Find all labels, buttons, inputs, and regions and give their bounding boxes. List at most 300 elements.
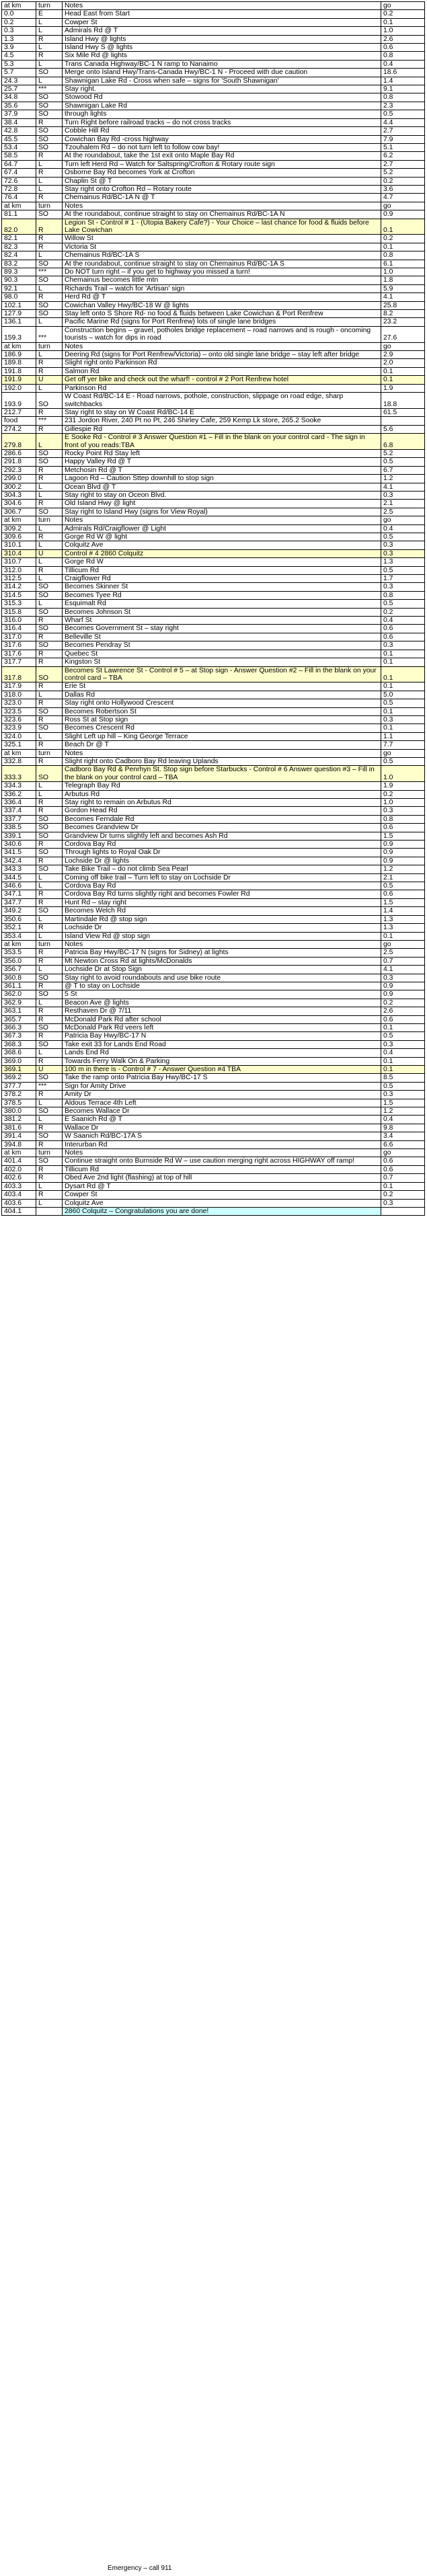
notes-cell: Hunt Rd – stay right: [63, 898, 381, 906]
cue-row: [2, 185, 425, 193]
at-km-cell: at km: [2, 516, 36, 524]
turn-cell: E: [36, 10, 63, 18]
header-row: [2, 1149, 425, 1157]
notes-cell: Slight right onto Cadboro Bay Rd leaving Uplands: [63, 757, 381, 765]
at-km-cell: 38.4: [2, 118, 36, 126]
at-km-cell: 82.1: [2, 235, 36, 243]
cue-row: [2, 890, 425, 898]
turn-cell: R: [36, 152, 63, 160]
at-km-cell: 309.6: [2, 533, 36, 541]
turn-cell: U: [36, 1066, 63, 1074]
notes-cell: E Saanich Rd @ T: [63, 1116, 381, 1124]
go-cell: 1.7: [381, 575, 425, 583]
at-km-cell: 353.4: [2, 932, 36, 940]
at-km-cell: 367.3: [2, 1032, 36, 1040]
cue-row: [2, 85, 425, 93]
notes-cell: Metchosin Rd @ T: [63, 466, 381, 474]
turn-cell: ***: [36, 326, 63, 342]
go-cell: go: [381, 202, 425, 210]
at-km-cell: 35.6: [2, 102, 36, 110]
go-cell: 2.6: [381, 35, 425, 43]
at-km-cell: 339.1: [2, 832, 36, 840]
cue-row: [2, 160, 425, 168]
turn-cell: R: [36, 949, 63, 957]
finish-row: [2, 1207, 425, 1215]
turn-cell: R: [36, 898, 63, 906]
notes-cell: Six Mile Rd @ lights: [63, 52, 381, 60]
cue-row: [2, 301, 425, 309]
go-cell: 18.6: [381, 69, 425, 77]
go-cell: 5.2: [381, 449, 425, 457]
go-cell: 0.2: [381, 608, 425, 616]
go-cell: 0.3: [381, 807, 425, 815]
at-km-cell: 310.7: [2, 558, 36, 566]
at-km-cell: 292.3: [2, 466, 36, 474]
at-km-cell: 337.7: [2, 815, 36, 823]
go-cell: 2.3: [381, 102, 425, 110]
go-cell: 0.6: [381, 1015, 425, 1023]
notes-cell: Pacific Marine Rd (signs for Port Renfrew) lots of single lane bridges: [63, 318, 381, 326]
at-km-cell: 45.5: [2, 135, 36, 143]
notes-cell: @ T to stay on Lochside: [63, 982, 381, 990]
notes-cell: Stay right to remain on Arbutus Rd: [63, 799, 381, 807]
go-cell: 1.1: [381, 732, 425, 740]
cue-row: [2, 957, 425, 965]
go-cell: 5.9: [381, 284, 425, 292]
at-km-cell: 81.1: [2, 210, 36, 219]
turn-cell: L: [36, 77, 63, 85]
go-cell: 0.8: [381, 591, 425, 599]
notes-cell: Do NOT turn right – if you get to highway you missed a turn!: [63, 268, 381, 276]
cue-row: [2, 990, 425, 999]
cue-row: [2, 177, 425, 185]
go-cell: 18.8: [381, 393, 425, 409]
turn-cell: L: [36, 790, 63, 798]
turn-cell: ***: [36, 268, 63, 276]
turn-cell: R: [36, 924, 63, 932]
notes-cell: Notes: [63, 342, 381, 350]
notes-cell: Esquimalt Rd: [63, 600, 381, 608]
notes-cell: Cowper St: [63, 1191, 381, 1199]
go-cell: 0.1: [381, 1066, 425, 1074]
turn-cell: R: [36, 807, 63, 815]
turn-cell: SO: [36, 69, 63, 77]
notes-cell: Stay right onto Hollywood Crescent: [63, 699, 381, 707]
turn-cell: SO: [36, 724, 63, 732]
go-cell: go: [381, 749, 425, 757]
cue-row: [2, 483, 425, 491]
at-km-cell: 5.7: [2, 69, 36, 77]
turn-cell: R: [36, 235, 63, 243]
at-km-cell: 403.3: [2, 1182, 36, 1190]
notes-cell: Gordon Head Rd: [63, 807, 381, 815]
go-cell: 5.0: [381, 691, 425, 699]
control-row: [2, 376, 425, 384]
cue-row: [2, 449, 425, 457]
cue-row: [2, 633, 425, 641]
notes-cell: Deering Rd (signs for Port Renfrew/Victoria) – onto old single lane bridge – stay left after bridge: [63, 351, 381, 359]
go-cell: 1.2: [381, 475, 425, 483]
turn-cell: R: [36, 475, 63, 483]
notes-cell: Control # 4 2860 Colquitz: [63, 549, 381, 557]
go-cell: 0.3: [381, 1040, 425, 1048]
turn-cell: R: [36, 957, 63, 965]
at-km-cell: 402.0: [2, 1165, 36, 1173]
turn-cell: L: [36, 966, 63, 974]
cue-row: [2, 524, 425, 533]
at-km-cell: 274.2: [2, 425, 36, 433]
at-km-cell: 323.6: [2, 715, 36, 724]
cue-row: [2, 882, 425, 890]
notes-cell: Salmon Rd: [63, 367, 381, 375]
go-cell: 2.6: [381, 1007, 425, 1015]
notes-cell: Gorge Rd W @ light: [63, 533, 381, 541]
at-km-cell: 361.1: [2, 982, 36, 990]
cue-row: [2, 367, 425, 375]
go-cell: 0.6: [381, 44, 425, 52]
go-cell: 6.2: [381, 152, 425, 160]
turn-cell: SO: [36, 93, 63, 102]
at-km-cell: 324.0: [2, 732, 36, 740]
cue-row: [2, 500, 425, 508]
at-km-cell: 82.3: [2, 243, 36, 251]
go-cell: 2.7: [381, 160, 425, 168]
cue-row: [2, 617, 425, 625]
go-cell: 0.2: [381, 10, 425, 18]
turn-cell: L: [36, 284, 63, 292]
cue-row: [2, 27, 425, 35]
go-cell: 2.1: [381, 873, 425, 882]
at-km-cell: 368.3: [2, 1040, 36, 1048]
notes-cell: Becomes Government St – stay right: [63, 625, 381, 633]
notes-cell: Aldous Terrace 4th Left: [63, 1099, 381, 1107]
go-cell: 1.0: [381, 27, 425, 35]
at-km-cell: 342.4: [2, 857, 36, 865]
turn-cell: SO: [36, 583, 63, 591]
turn-cell: L: [36, 434, 63, 450]
at-km-cell: at km: [2, 749, 36, 757]
at-km-cell: 404.1: [2, 1207, 36, 1215]
notes-cell: Sign for Amity Drive: [63, 1082, 381, 1090]
cue-row: [2, 1015, 425, 1023]
at-km-cell: at km: [2, 940, 36, 948]
at-km-cell: 76.4: [2, 194, 36, 202]
at-km-cell: 0.0: [2, 10, 36, 18]
go-cell: 0.3: [381, 583, 425, 591]
notes-cell: Chemainus Rd/BC-1A N @ T: [63, 194, 381, 202]
turn-cell: SO: [36, 1157, 63, 1165]
go-cell: 0.1: [381, 219, 425, 235]
at-km-cell: 336.4: [2, 799, 36, 807]
notes-cell: Arbutus Rd: [63, 790, 381, 798]
cue-row: [2, 824, 425, 832]
cue-row: [2, 658, 425, 666]
notes-cell: Cowichan Valley Hwy/BC-18 W @ lights: [63, 301, 381, 309]
at-km-cell: 340.6: [2, 841, 36, 849]
turn-cell: SO: [36, 849, 63, 857]
cue-row: [2, 650, 425, 658]
go-cell: 0.5: [381, 458, 425, 466]
cue-row: [2, 600, 425, 608]
turn-cell: R: [36, 243, 63, 251]
notes-cell: Interurban Rd: [63, 1140, 381, 1148]
at-km-cell: 37.9: [2, 110, 36, 118]
turn-cell: SO: [36, 666, 63, 682]
notes-cell: Merge onto Island Hwy/Trans-Canada Hwy/BC-1 N - Proceed with due caution: [63, 69, 381, 77]
notes-cell: W Coast Rd/BC-14 E - Road narrows, pothole, construction, slippage on road edge, sharp switchbacks: [63, 393, 381, 409]
turn-cell: R: [36, 658, 63, 666]
go-cell: 0.1: [381, 1057, 425, 1065]
go-cell: 0.9: [381, 849, 425, 857]
notes-cell: 2860 Colquitz – Congratulations you are done!: [63, 1207, 381, 1215]
cue-row: [2, 475, 425, 483]
turn-cell: R: [36, 715, 63, 724]
turn-cell: R: [36, 566, 63, 574]
turn-cell: L: [36, 524, 63, 533]
notes-cell: Obed Ave 2nd light (flashing) at top of hill: [63, 1174, 381, 1182]
turn-cell: turn: [36, 342, 63, 350]
cue-row: [2, 1032, 425, 1040]
cue-row: [2, 974, 425, 982]
notes-cell: Trans Canada Highway/BC-1 N ramp to Nanaimo: [63, 60, 381, 68]
notes-cell: Cowichan Bay Rd -cross highway: [63, 135, 381, 143]
go-cell: 0.1: [381, 666, 425, 682]
turn-cell: SO: [36, 707, 63, 715]
notes-cell: Rocky Point Rd Stay left: [63, 449, 381, 457]
notes-cell: 231 Jordon River, 240 Pt no Pt, 246 Shirley Cafe, 259 Kemp Lk store, 265.2 Sooke: [63, 417, 381, 425]
at-km-cell: 0.3: [2, 27, 36, 35]
notes-cell: Towards Ferry Walk On & Parking: [63, 1057, 381, 1065]
go-cell: 1.5: [381, 898, 425, 906]
notes-cell: Admirals Rd @ T: [63, 27, 381, 35]
go-cell: 2.9: [381, 351, 425, 359]
notes-cell: Stowood Rd: [63, 93, 381, 102]
at-km-cell: 347.1: [2, 890, 36, 898]
notes-cell: Shawnigan Lake Rd: [63, 102, 381, 110]
go-cell: 5.6: [381, 425, 425, 433]
at-km-cell: 344.5: [2, 873, 36, 882]
cue-row: [2, 359, 425, 367]
notes-cell: Notes: [63, 516, 381, 524]
turn-cell: R: [36, 841, 63, 849]
header-row: [2, 342, 425, 350]
go-cell: 1.3: [381, 915, 425, 923]
turn-cell: L: [36, 185, 63, 193]
go-cell: 8.2: [381, 310, 425, 318]
go-cell: 1.5: [381, 832, 425, 840]
turn-cell: R: [36, 633, 63, 641]
turn-cell: L: [36, 18, 63, 26]
go-cell: 7.9: [381, 135, 425, 143]
notes-cell: Herd Rd @ T: [63, 293, 381, 301]
go-cell: 6.1: [381, 260, 425, 268]
notes-cell: E Sooke Rd - Control # 3 Answer Question #1 – Fill in the blank on your control card - The sign in front of you reads:TBA: [63, 434, 381, 450]
notes-cell: Amity Dr: [63, 1091, 381, 1099]
turn-cell: R: [36, 1174, 63, 1182]
go-cell: 8.5: [381, 1074, 425, 1082]
turn-cell: SO: [36, 907, 63, 915]
at-km-cell: 310.4: [2, 549, 36, 557]
go-cell: go: [381, 342, 425, 350]
notes-cell: Becomes Robertson St: [63, 707, 381, 715]
notes-cell: Osborne Bay Rd becomes York at Crofton: [63, 169, 381, 177]
go-cell: 0.3: [381, 491, 425, 499]
cue-row: [2, 982, 425, 990]
cue-row: [2, 326, 425, 342]
at-km-cell: 381.6: [2, 1124, 36, 1132]
cue-row: [2, 293, 425, 301]
turn-cell: ***: [36, 417, 63, 425]
notes-cell: Construction begins – gravel, potholes bridge replacement – road narrows and is rough - oncoming tourists – watch for dips in road: [63, 326, 381, 342]
at-km-cell: 72.8: [2, 185, 36, 193]
at-km-cell: 300.2: [2, 483, 36, 491]
turn-cell: L: [36, 1116, 63, 1124]
go-cell: 0.8: [381, 815, 425, 823]
notes-cell: Through lights to Royal Oak Dr: [63, 849, 381, 857]
go-cell: 0.1: [381, 724, 425, 732]
at-km-cell: 72.6: [2, 177, 36, 185]
notes-cell: Parkinson Rd: [63, 384, 381, 392]
at-km-cell: 189.8: [2, 359, 36, 367]
cue-row: [2, 408, 425, 416]
at-km-cell: 316.0: [2, 617, 36, 625]
at-km-cell: 64.7: [2, 160, 36, 168]
go-cell: 4.1: [381, 293, 425, 301]
cue-row: [2, 608, 425, 616]
at-km-cell: 279.8: [2, 434, 36, 450]
go-cell: 4.1: [381, 966, 425, 974]
turn-cell: R: [36, 219, 63, 235]
at-km-cell: 365.7: [2, 1015, 36, 1023]
turn-cell: SO: [36, 815, 63, 823]
cue-row: [2, 1116, 425, 1124]
turn-cell: ***: [36, 85, 63, 93]
notes-cell: Notes: [63, 940, 381, 948]
at-km-cell: 34.8: [2, 93, 36, 102]
cue-row: [2, 284, 425, 292]
go-cell: 0.4: [381, 60, 425, 68]
at-km-cell: 369.1: [2, 1066, 36, 1074]
go-cell: 0.1: [381, 367, 425, 375]
go-cell: 0.9: [381, 857, 425, 865]
turn-cell: L: [36, 44, 63, 52]
at-km-cell: 356.7: [2, 966, 36, 974]
at-km-cell: 316.4: [2, 625, 36, 633]
cue-row: [2, 210, 425, 219]
turn-cell: L: [36, 251, 63, 260]
notes-cell: Grandview Dr turns slightly left and becomes Ash Rd: [63, 832, 381, 840]
turn-cell: R: [36, 857, 63, 865]
cue-row: [2, 1057, 425, 1065]
go-cell: 9.8: [381, 1124, 425, 1132]
turn-cell: L: [36, 600, 63, 608]
at-km-cell: 317.7: [2, 658, 36, 666]
notes-cell: Slight Left up hill – King George Terrace: [63, 732, 381, 740]
header-row: [2, 2, 425, 10]
at-km-cell: 89.3: [2, 268, 36, 276]
cue-row: [2, 44, 425, 52]
notes-cell: Stay right to stay on Oceon Blvd.: [63, 491, 381, 499]
turn-cell: SO: [36, 260, 63, 268]
notes-cell: Becomes Welch Rd: [63, 907, 381, 915]
notes-cell: Lagoon Rd – Caution Sttep downhill to stop sign: [63, 475, 381, 483]
go-cell: 0.3: [381, 1199, 425, 1207]
go-cell: 1.0: [381, 799, 425, 807]
at-km-cell: 192.0: [2, 384, 36, 392]
go-cell: 7.7: [381, 741, 425, 749]
at-km-cell: 310.1: [2, 541, 36, 549]
at-km-cell: 377.7: [2, 1082, 36, 1090]
turn-cell: [36, 1207, 63, 1215]
turn-cell: R: [36, 799, 63, 807]
turn-cell: SO: [36, 865, 63, 873]
go-cell: 0.7: [381, 1174, 425, 1182]
go-cell: 6.7: [381, 466, 425, 474]
turn-cell: SO: [36, 1132, 63, 1140]
cue-row: [2, 310, 425, 318]
turn-cell: SO: [36, 1023, 63, 1031]
cue-row: [2, 1007, 425, 1015]
turn-cell: R: [36, 757, 63, 765]
at-km-cell: 314.2: [2, 583, 36, 591]
at-km-cell: 346.6: [2, 882, 36, 890]
at-km-cell: 82.4: [2, 251, 36, 260]
notes-cell: Chemainus Rd/BC-1A S: [63, 251, 381, 260]
at-km-cell: 402.6: [2, 1174, 36, 1182]
at-km-cell: 42.8: [2, 127, 36, 135]
go-cell: 1.0: [381, 766, 425, 782]
cue-row: [2, 127, 425, 135]
notes-cell: Chemainus becomes little mtn: [63, 276, 381, 284]
notes-cell: Willow St: [63, 235, 381, 243]
go-cell: 0.2: [381, 999, 425, 1007]
notes-cell: Take exit 33 for Lands End Road: [63, 1040, 381, 1048]
cue-row: [2, 915, 425, 923]
turn-cell: L: [36, 691, 63, 699]
cue-row: [2, 169, 425, 177]
cue-row: [2, 857, 425, 865]
go-cell: 2.5: [381, 508, 425, 516]
turn-cell: SO: [36, 135, 63, 143]
notes-cell: At the roundabout, continue straight to stay on Chemainus Rd/BC-1A N: [63, 210, 381, 219]
notes-cell: Becomes Tyee Rd: [63, 591, 381, 599]
at-km-cell: 312.5: [2, 575, 36, 583]
at-km-cell: 82.0: [2, 219, 36, 235]
notes-cell: Becomes Grandview Dr: [63, 824, 381, 832]
cue-row: [2, 583, 425, 591]
at-km-cell: 304.6: [2, 500, 36, 508]
cue-row: [2, 566, 425, 574]
at-km-cell: 92.1: [2, 284, 36, 292]
turn-cell: SO: [36, 832, 63, 840]
notes-cell: Notes: [63, 1149, 381, 1157]
cue-row: [2, 69, 425, 77]
at-km-cell: 83.2: [2, 260, 36, 268]
turn-cell: R: [36, 500, 63, 508]
cue-sheet-body: [2, 2, 425, 1216]
go-cell: 1.3: [381, 924, 425, 932]
turn-cell: L: [36, 541, 63, 549]
go-cell: 0.1: [381, 376, 425, 384]
go-cell: 0.5: [381, 566, 425, 574]
turn-cell: turn: [36, 1149, 63, 1157]
cue-row: [2, 35, 425, 43]
notes-cell: Cowper St: [63, 18, 381, 26]
turn-cell: ***: [36, 1082, 63, 1090]
at-km-cell: 352.1: [2, 924, 36, 932]
at-km-cell: at km: [2, 202, 36, 210]
turn-cell: SO: [36, 310, 63, 318]
